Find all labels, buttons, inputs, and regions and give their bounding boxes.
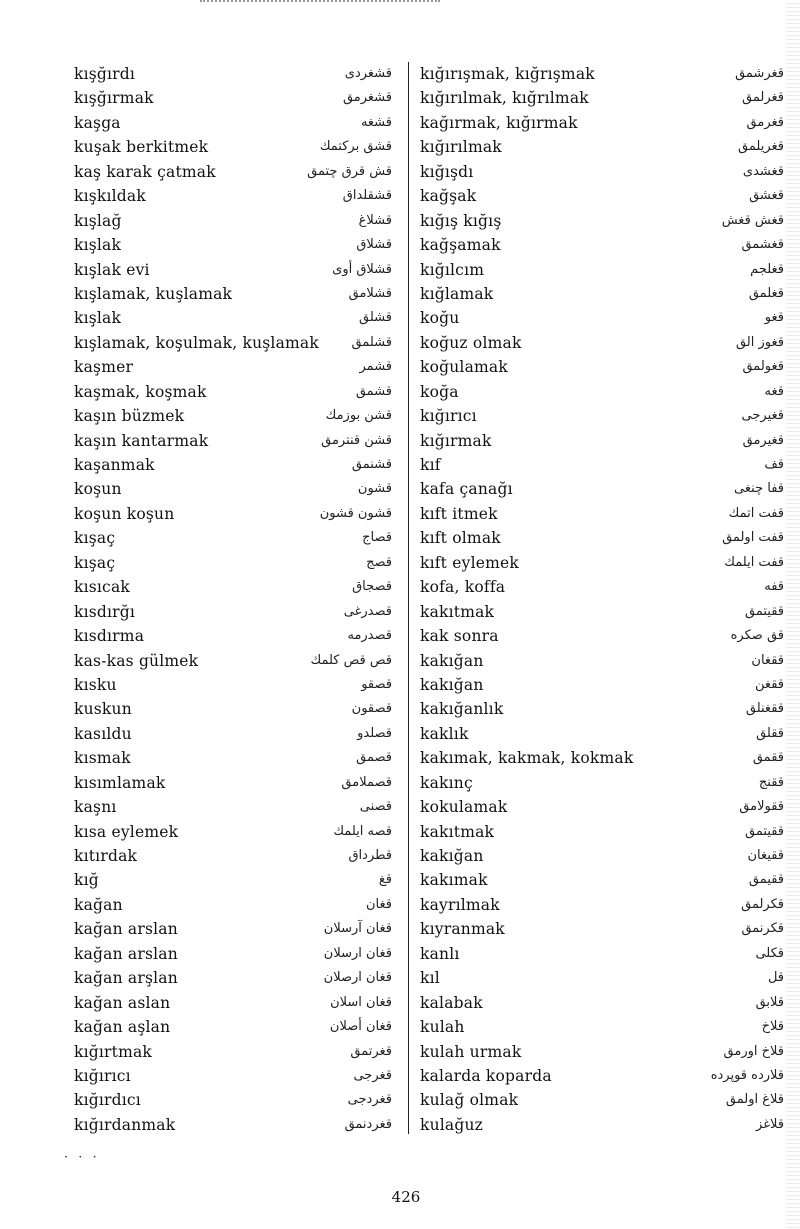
entry-arabic-script: قفت اولمق — [722, 530, 784, 546]
dictionary-entry — [60, 868, 400, 892]
dictionary-entry — [414, 1113, 784, 1137]
entry-arabic-script: قغشدی — [742, 163, 784, 179]
dictionary-entry — [60, 331, 400, 355]
entry-term: kağırmak, kığırmak — [420, 113, 578, 132]
column-divider — [408, 62, 409, 1134]
entry-arabic-script: قغردنمق — [344, 1116, 392, 1132]
dictionary-entry — [414, 868, 784, 892]
dictionary-entry — [414, 624, 784, 648]
entry-arabic-script: قفه — [764, 579, 784, 595]
entry-term: kığışdı — [420, 162, 474, 181]
dictionary-entry — [60, 477, 400, 501]
entry-term: kalabak — [420, 993, 483, 1012]
dictionary-entry — [414, 184, 784, 208]
entry-arabic-script: قغیرجی — [741, 408, 784, 424]
entry-arabic-script: ققمق — [752, 750, 784, 766]
entry-arabic-script: قصه ایلمك — [333, 823, 392, 839]
entry-term: kığırdıcı — [74, 1091, 141, 1110]
entry-arabic-script: قغلمق — [748, 285, 784, 301]
dictionary-entry — [414, 258, 784, 282]
dictionary-entry — [60, 184, 400, 208]
entry-term: kaşanmak — [74, 456, 155, 474]
entry-term: kuşak berkitmek — [74, 138, 209, 157]
entry-arabic-script: قغولمق — [742, 359, 784, 375]
entry-arabic-script: قصجاق — [352, 579, 392, 595]
dictionary-entry — [60, 795, 400, 819]
dictionary-entry — [60, 673, 400, 697]
entry-term: kığırılmak — [420, 138, 502, 157]
dictionary-entry — [414, 820, 784, 844]
dictionary-entry — [60, 1040, 400, 1064]
dictionary-entry — [414, 746, 784, 770]
dictionary-entry — [60, 209, 400, 233]
dictionary-entry — [414, 917, 784, 941]
entry-arabic-script: قغرمق — [746, 114, 784, 130]
entry-arabic-script: ققیتمق — [745, 603, 784, 619]
entry-arabic-script: قغه — [764, 383, 784, 399]
entry-arabic-script: قغرشمق — [735, 66, 784, 81]
entry-term: koğu — [420, 309, 460, 328]
entry-term: kağan arslan — [74, 944, 178, 963]
entry-term: kakınç — [420, 773, 473, 792]
dictionary-entry — [414, 1015, 784, 1039]
entry-arabic-script: ققیغان — [747, 848, 784, 863]
dictionary-entry — [414, 893, 784, 917]
entry-term: kakımak, kakmak, kokmak — [420, 749, 634, 768]
entry-arabic-script: قغان أصلان — [329, 1019, 392, 1035]
dictionary-entry — [60, 893, 400, 917]
entry-arabic-script: قغان آرسلان — [323, 921, 392, 937]
top-edge-mark — [200, 0, 440, 7]
entry-term: kağan arşlan — [74, 969, 178, 988]
entry-arabic-script: قل — [767, 970, 784, 986]
entry-arabic-script: قصلدو — [357, 725, 392, 741]
entry-term: kaşnı — [74, 798, 117, 817]
entry-arabic-script: قشمر — [359, 359, 392, 375]
entry-term: kakıtmak — [420, 602, 495, 621]
entry-term: kanlı — [420, 944, 460, 963]
dictionary-entry — [60, 600, 400, 624]
entry-term: kakımak — [420, 871, 488, 890]
entry-arabic-script: ققغان — [751, 652, 784, 668]
entry-term: kışğırmak — [74, 89, 154, 108]
dictionary-entry — [414, 991, 784, 1015]
entry-arabic-script: قشقلداق — [342, 188, 392, 204]
entry-arabic-script: ققیتمق — [745, 823, 784, 839]
entry-term: kısıcak — [74, 578, 130, 597]
entry-term: kalarda koparda — [420, 1066, 552, 1085]
entry-arabic-script: قصملامق — [341, 774, 392, 790]
entry-arabic-script: قغردجی — [347, 1092, 392, 1108]
entry-term: kığırıcı — [74, 1066, 131, 1085]
entry-arabic-script: قغان — [366, 896, 392, 912]
entry-arabic-script: قغ — [378, 872, 392, 888]
entry-term: kısmak — [74, 749, 131, 768]
entry-arabic-script: قلاخ اورمق — [723, 1043, 784, 1059]
entry-arabic-script: قغان ارصلان — [323, 970, 392, 986]
entry-term: kulağ olmak — [420, 1091, 519, 1110]
entry-arabic-script: قشلاق — [356, 237, 392, 253]
entry-arabic-script: قصج — [366, 554, 392, 570]
entry-arabic-script: قکرنمق — [741, 921, 784, 937]
entry-term: kığırmak — [420, 431, 492, 450]
dictionary-entry — [414, 209, 784, 233]
entry-arabic-script: قشلاق أوی — [332, 261, 392, 277]
entry-arabic-script: ققنج — [758, 774, 784, 790]
dictionary-entry — [60, 966, 400, 990]
entry-term: kokulamak — [420, 798, 508, 817]
entry-term: kığlamak — [420, 284, 494, 303]
entry-arabic-script: قق صکره — [730, 628, 784, 644]
entry-term: kağşamak — [420, 236, 501, 255]
dictionary-entry — [414, 551, 784, 575]
dictionary-entry — [60, 160, 400, 184]
entry-arabic-script: قغش قغش — [721, 212, 784, 228]
entry-term: kağan aşlan — [74, 1018, 171, 1037]
entry-arabic-script: قصدرمه — [347, 628, 392, 644]
entry-term: kaşın kantarmak — [74, 431, 209, 450]
entry-arabic-script: قغو — [764, 310, 784, 326]
entry-term: kısdırma — [74, 627, 145, 646]
entry-term: koşun — [74, 480, 122, 499]
entry-arabic-script: قفت اتمك — [728, 505, 784, 521]
entry-term: kışlağ — [74, 211, 122, 230]
entry-term: kakığanlık — [420, 700, 504, 719]
entry-arabic-script: قشن بوزمك — [325, 408, 392, 424]
entry-arabic-script: قشن قنترمق — [321, 432, 392, 448]
entry-term: kıtırdak — [74, 847, 138, 865]
entry-term: kığırdanmak — [74, 1115, 176, 1134]
entry-term: kuskun — [74, 700, 132, 719]
entry-arabic-script: قغان ارسلان — [323, 945, 392, 961]
entry-term: koğulamak — [420, 358, 508, 377]
dictionary-entry — [414, 86, 784, 110]
dictionary-entry — [60, 844, 400, 868]
dictionary-entry — [414, 429, 784, 453]
entry-arabic-script: قصدرغی — [343, 603, 392, 619]
entry-arabic-script: قصمق — [356, 750, 392, 766]
dictionary-entry — [414, 1064, 784, 1088]
dictionary-entry — [414, 697, 784, 721]
entry-term: kakıtmak — [420, 822, 495, 841]
entry-term: kığırışmak, kığrışmak — [420, 65, 595, 83]
dictionary-entry — [414, 1040, 784, 1064]
entry-term: kıl — [420, 969, 440, 988]
entry-term: kağan — [74, 895, 123, 914]
entry-arabic-script: قغشمق — [741, 237, 784, 253]
entry-term: kıf — [420, 456, 441, 474]
dictionary-entry — [414, 111, 784, 135]
dictionary-entry — [414, 380, 784, 404]
entry-term: kısa eylemek — [74, 822, 179, 841]
dictionary-entry — [60, 502, 400, 526]
dictionary-entry — [60, 526, 400, 550]
entry-term: kışlamak, kuşlamak — [74, 284, 233, 303]
entry-arabic-script: قشون قشون — [319, 505, 392, 521]
entry-arabic-script: قشلق — [359, 310, 392, 326]
entry-term: kığ — [74, 871, 99, 890]
entry-term: kığış kığış — [420, 211, 502, 230]
dictionary-entry — [414, 1088, 784, 1112]
dictionary-entry — [60, 942, 400, 966]
entry-arabic-script: قطرداق — [348, 848, 392, 863]
dictionary-entry — [414, 600, 784, 624]
entry-term: kıft olmak — [420, 529, 501, 548]
dictionary-entry — [414, 844, 784, 868]
entry-term: kışlak evi — [74, 260, 150, 279]
entry-term: kulah — [420, 1018, 465, 1037]
dictionary-entry — [60, 111, 400, 135]
entry-term: kısdırğı — [74, 602, 136, 621]
dictionary-entry — [60, 135, 400, 159]
entry-arabic-script: قشمق — [355, 383, 392, 399]
dictionary-entry — [60, 1113, 400, 1137]
entry-term: kıyranmak — [420, 920, 505, 939]
entry-term: kışlamak, koşulmak, kuşlamak — [74, 333, 319, 352]
dictionary-entry — [60, 282, 400, 306]
footer-dots: · · · — [64, 1150, 100, 1165]
dictionary-entry — [414, 771, 784, 795]
page-number: 426 — [391, 1188, 421, 1206]
entry-arabic-script: قشغه — [360, 114, 392, 130]
entry-term: koşun koşun — [74, 504, 175, 523]
dictionary-entry — [60, 771, 400, 795]
entry-term: kısımlamak — [74, 773, 166, 792]
entry-arabic-script: قصاج — [362, 530, 392, 546]
entry-arabic-script: قلارده قوپرده — [710, 1067, 784, 1083]
entry-term: kışlak — [74, 309, 122, 328]
entry-arabic-script: قغان اسلان — [330, 994, 392, 1010]
entry-term: kafa çanağı — [420, 480, 513, 499]
entry-arabic-script: قغریلمق — [738, 139, 784, 155]
entry-term: kak sonra — [420, 627, 499, 646]
entry-arabic-script: قص قص كلمك — [310, 652, 392, 668]
dictionary-entry — [60, 380, 400, 404]
entry-term: kaşmer — [74, 358, 134, 377]
entry-arabic-script: قلابق — [755, 994, 784, 1010]
dictionary-entry — [414, 331, 784, 355]
entry-arabic-script: قشلمق — [351, 334, 392, 350]
entry-arabic-script: قشغرمق — [342, 90, 392, 106]
dictionary-entry — [60, 746, 400, 770]
dictionary-entry — [60, 306, 400, 330]
dictionary-entry — [60, 697, 400, 721]
dictionary-entry — [60, 1088, 400, 1112]
dictionary-entry — [60, 991, 400, 1015]
entry-term: kışğırdı — [74, 65, 136, 83]
entry-arabic-script: قفت ایلمك — [724, 554, 784, 570]
dictionary-entry — [414, 62, 784, 86]
entry-term: kaşga — [74, 113, 121, 132]
dictionary-entry — [414, 649, 784, 673]
entry-term: kas-kas gülmek — [74, 651, 199, 670]
entry-term: kaklık — [420, 724, 469, 743]
entry-arabic-script: ققلق — [756, 725, 784, 741]
dictionary-entry — [60, 86, 400, 110]
dictionary-entry — [414, 575, 784, 599]
dictionary-entry — [414, 966, 784, 990]
entry-term: kağşak — [420, 187, 477, 206]
entry-arabic-script: ققغن — [755, 676, 784, 692]
entry-arabic-script: قکرلمق — [741, 896, 784, 912]
entry-arabic-script: قصقو — [361, 676, 392, 692]
dictionary-entry — [414, 135, 784, 159]
dictionary-entry — [414, 233, 784, 257]
entry-arabic-script: قلاغز — [756, 1116, 784, 1132]
entry-arabic-script: قغوز الق — [735, 334, 784, 350]
entry-arabic-script: ققغنلق — [745, 701, 784, 717]
entry-term: kakığan — [420, 675, 484, 694]
entry-term: kığırıcı — [420, 407, 477, 426]
entry-arabic-script: قغرتمق — [350, 1043, 392, 1059]
dictionary-entry — [414, 502, 784, 526]
entry-term: kışkıldak — [74, 187, 146, 206]
entry-term: koğuz olmak — [420, 333, 522, 352]
dictionary-entry — [60, 429, 400, 453]
entry-term: kışlak — [74, 236, 122, 255]
dictionary-entry — [414, 306, 784, 330]
entry-arabic-script: قغرلمق — [742, 90, 784, 106]
entry-term: kısku — [74, 675, 117, 694]
entry-term: kaşın büzmek — [74, 407, 185, 426]
entry-arabic-script: قصنی — [359, 799, 392, 815]
dictionary-entry — [414, 942, 784, 966]
entry-term: kasıldu — [74, 724, 132, 743]
dictionary-entry — [60, 917, 400, 941]
right-column — [414, 62, 784, 1137]
entry-arabic-script: قف — [764, 457, 784, 472]
dictionary-entry — [414, 477, 784, 501]
left-column — [60, 62, 400, 1137]
dictionary-entry — [414, 795, 784, 819]
entry-term: koğa — [420, 382, 459, 401]
entry-arabic-script: قشون — [357, 481, 392, 497]
entry-arabic-script: قشلاغ — [358, 212, 392, 228]
entry-term: kofa, koffa — [420, 578, 506, 597]
dictionary-entry — [414, 722, 784, 746]
dictionary-entry — [60, 649, 400, 673]
dictionary-entry — [414, 355, 784, 379]
entry-term: kakığan — [420, 847, 484, 865]
entry-arabic-script: قفا چنغی — [734, 481, 784, 497]
dictionary-entry — [60, 624, 400, 648]
entry-arabic-script: قشنمق — [351, 457, 392, 472]
entry-arabic-script: قشلامق — [348, 285, 392, 301]
dictionary-entry — [414, 673, 784, 697]
entry-term: kığılcım — [420, 260, 485, 279]
entry-arabic-script: قغشق — [749, 188, 784, 204]
page-edge-texture — [786, 0, 800, 1229]
dictionary-entry — [60, 820, 400, 844]
entry-term: kıft itmek — [420, 504, 498, 523]
entry-term: kulağuz — [420, 1115, 484, 1134]
entry-arabic-script: قکلی — [755, 945, 784, 961]
dictionary-entry — [60, 575, 400, 599]
entry-term: kaş karak çatmak — [74, 162, 216, 181]
entry-arabic-script: قلاغ اولمق — [725, 1092, 784, 1108]
dictionary-entry — [60, 722, 400, 746]
entry-arabic-script: ققیمق — [748, 872, 784, 888]
entry-term: kışaç — [74, 529, 116, 548]
entry-term: kığırılmak, kığrılmak — [420, 89, 589, 108]
dictionary-entry — [60, 355, 400, 379]
dictionary-entry — [414, 160, 784, 184]
entry-term: kakığan — [420, 651, 484, 670]
entry-term: kışaç — [74, 553, 116, 572]
dictionary-entry — [60, 62, 400, 86]
dictionary-entry — [60, 453, 400, 477]
dictionary-entry — [414, 526, 784, 550]
entry-arabic-script: قغلجم — [750, 261, 784, 277]
entry-term: kığırtmak — [74, 1042, 152, 1061]
entry-arabic-script: قصقون — [351, 701, 392, 717]
dictionary-entry — [414, 282, 784, 306]
entry-arabic-script: قغرجی — [353, 1067, 392, 1083]
entry-term: kağan arslan — [74, 920, 178, 939]
dictionary-entry — [60, 404, 400, 428]
dictionary-entry — [60, 1064, 400, 1088]
entry-term: kulah urmak — [420, 1042, 522, 1061]
entry-arabic-script: ققولامق — [739, 799, 784, 815]
entry-term: kaşmak, koşmak — [74, 382, 207, 401]
dictionary-entry — [60, 551, 400, 575]
entry-arabic-script: قشق برکتمك — [319, 139, 392, 155]
entry-arabic-script: قش قرق چتمق — [307, 163, 392, 179]
dictionary-entry — [60, 233, 400, 257]
entry-term: kıft eylemek — [420, 553, 519, 572]
entry-term: kayrılmak — [420, 895, 500, 914]
dictionary-entry — [414, 404, 784, 428]
entry-arabic-script: قلاخ — [761, 1019, 784, 1035]
dictionary-entry — [60, 258, 400, 282]
entry-term: kağan aslan — [74, 993, 171, 1012]
entry-arabic-script: قغیرمق — [742, 432, 784, 448]
entry-arabic-script: قشغردی — [344, 66, 392, 81]
dictionary-entry — [60, 1015, 400, 1039]
dictionary-entry — [414, 453, 784, 477]
